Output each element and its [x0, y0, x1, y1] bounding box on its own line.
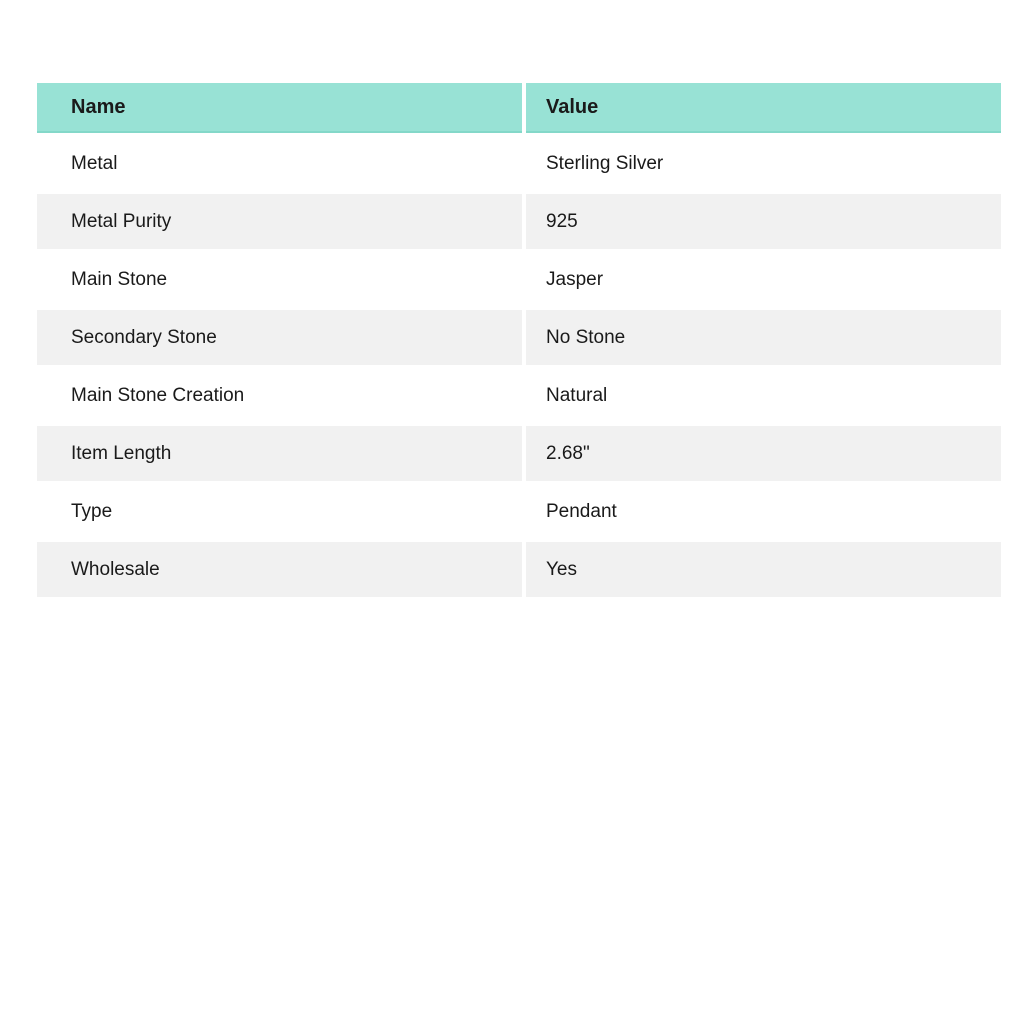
attribute-name-cell: Metal Purity: [37, 194, 522, 249]
attribute-value-cell: Jasper: [526, 252, 1001, 307]
attribute-name-cell: Type: [37, 484, 522, 539]
attribute-name-cell: Item Length: [37, 426, 522, 481]
table-row: [37, 136, 1001, 191]
attribute-value-cell: Sterling Silver: [526, 136, 1001, 191]
table-header-row: [37, 83, 1001, 133]
table-row: [37, 368, 1001, 423]
attribute-name-cell: Main Stone: [37, 252, 522, 307]
attribute-value-cell: 925: [526, 194, 1001, 249]
table-row: [37, 194, 1001, 249]
attribute-value-cell: Yes: [526, 542, 1001, 597]
column-header-value: Value: [526, 83, 1001, 133]
table-row: [37, 542, 1001, 597]
attribute-value-cell: No Stone: [526, 310, 1001, 365]
attribute-name-cell: Wholesale: [37, 542, 522, 597]
table-row: [37, 426, 1001, 481]
table-body: [37, 136, 1001, 597]
attribute-value-cell: 2.68": [526, 426, 1001, 481]
product-specs-table: [33, 80, 1005, 600]
table-row: [37, 484, 1001, 539]
attribute-value-cell: Natural: [526, 368, 1001, 423]
attribute-name-cell: Metal: [37, 136, 522, 191]
column-header-name: Name: [37, 83, 522, 133]
attribute-name-cell: Main Stone Creation: [37, 368, 522, 423]
table-row: [37, 252, 1001, 307]
table-row: [37, 310, 1001, 365]
attribute-value-cell: Pendant: [526, 484, 1001, 539]
attribute-name-cell: Secondary Stone: [37, 310, 522, 365]
